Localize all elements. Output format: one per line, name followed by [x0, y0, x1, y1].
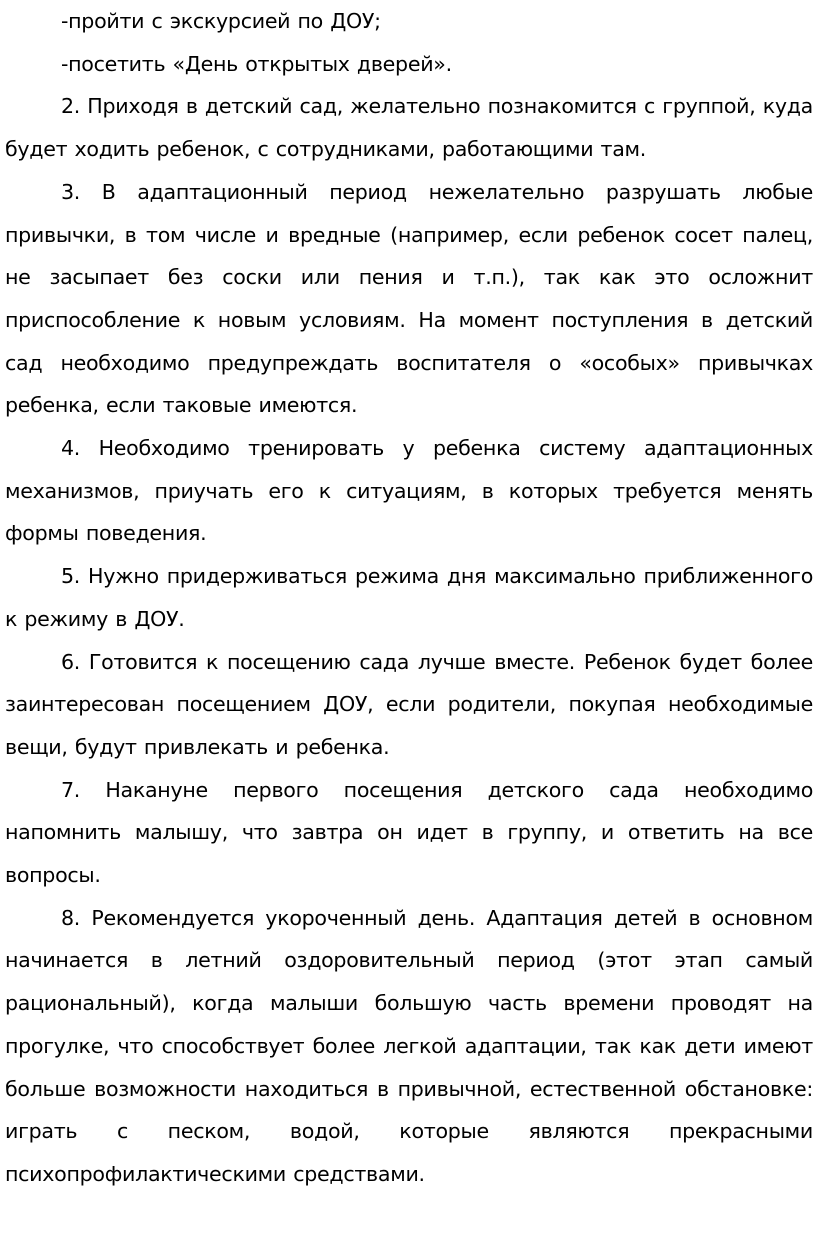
document-body [5, 0, 813, 1196]
list-item-excursion: -пройти с экскурсией по ДОУ; [61, 9, 381, 33]
paragraph-5: 5. Нужно придерживаться режима дня максимально приближенного к режиму в ДОУ. [5, 564, 813, 631]
paragraph-4: 4. Необходимо тренировать у ребенка систему адаптационных механизмов, приучать его к ситуациям, в которых требуется менять формы поведения. [5, 436, 813, 546]
paragraph-3: 3. В адаптационный период нежелательно разрушать любые привычки, в том числе и вредные (например, если ребенок сосет палец, не засыпает без соски или пения и т.п.), так как это осложнит приспособление к новым условиям. На момент поступления в детский сад необходимо предупреждать воспитателя о «особых» привычках ребенка, если таковые имеются. [5, 179, 813, 418]
paragraph-8: 8. Рекомендуется укороченный день. Адаптация детей в основном начинается в летний оздоровительный период (этот этап самый рациональный), когда малыши большую часть времени проводят на прогулке, что способствует более легкой адаптации, так как дети имеют больше возможности находиться в привычной, естественной обстановке: играть с песком, водой, которые являются прекрасными психопрофилактическими средствами. [5, 905, 813, 1186]
paragraph-2: 2. Приходя в детский сад, желательно познакомится с группой, куда будет ходить ребенок, с сотрудниками, работающими там. [5, 94, 813, 162]
list-item-open-day: -посетить «День открытых дверей». [61, 51, 452, 76]
paragraph-6: 6. Готовится к посещению сада лучше вместе. Ребенок будет более заинтересован посещением ДОУ, если родители, покупая необходимые вещи, будут привлекать и ребенка. [5, 649, 813, 759]
paragraph-7: 7. Накануне первого посещения детского сада необходимо напомнить малышу, что завтра он идет в группу, и ответить на все вопросы. [5, 777, 813, 888]
